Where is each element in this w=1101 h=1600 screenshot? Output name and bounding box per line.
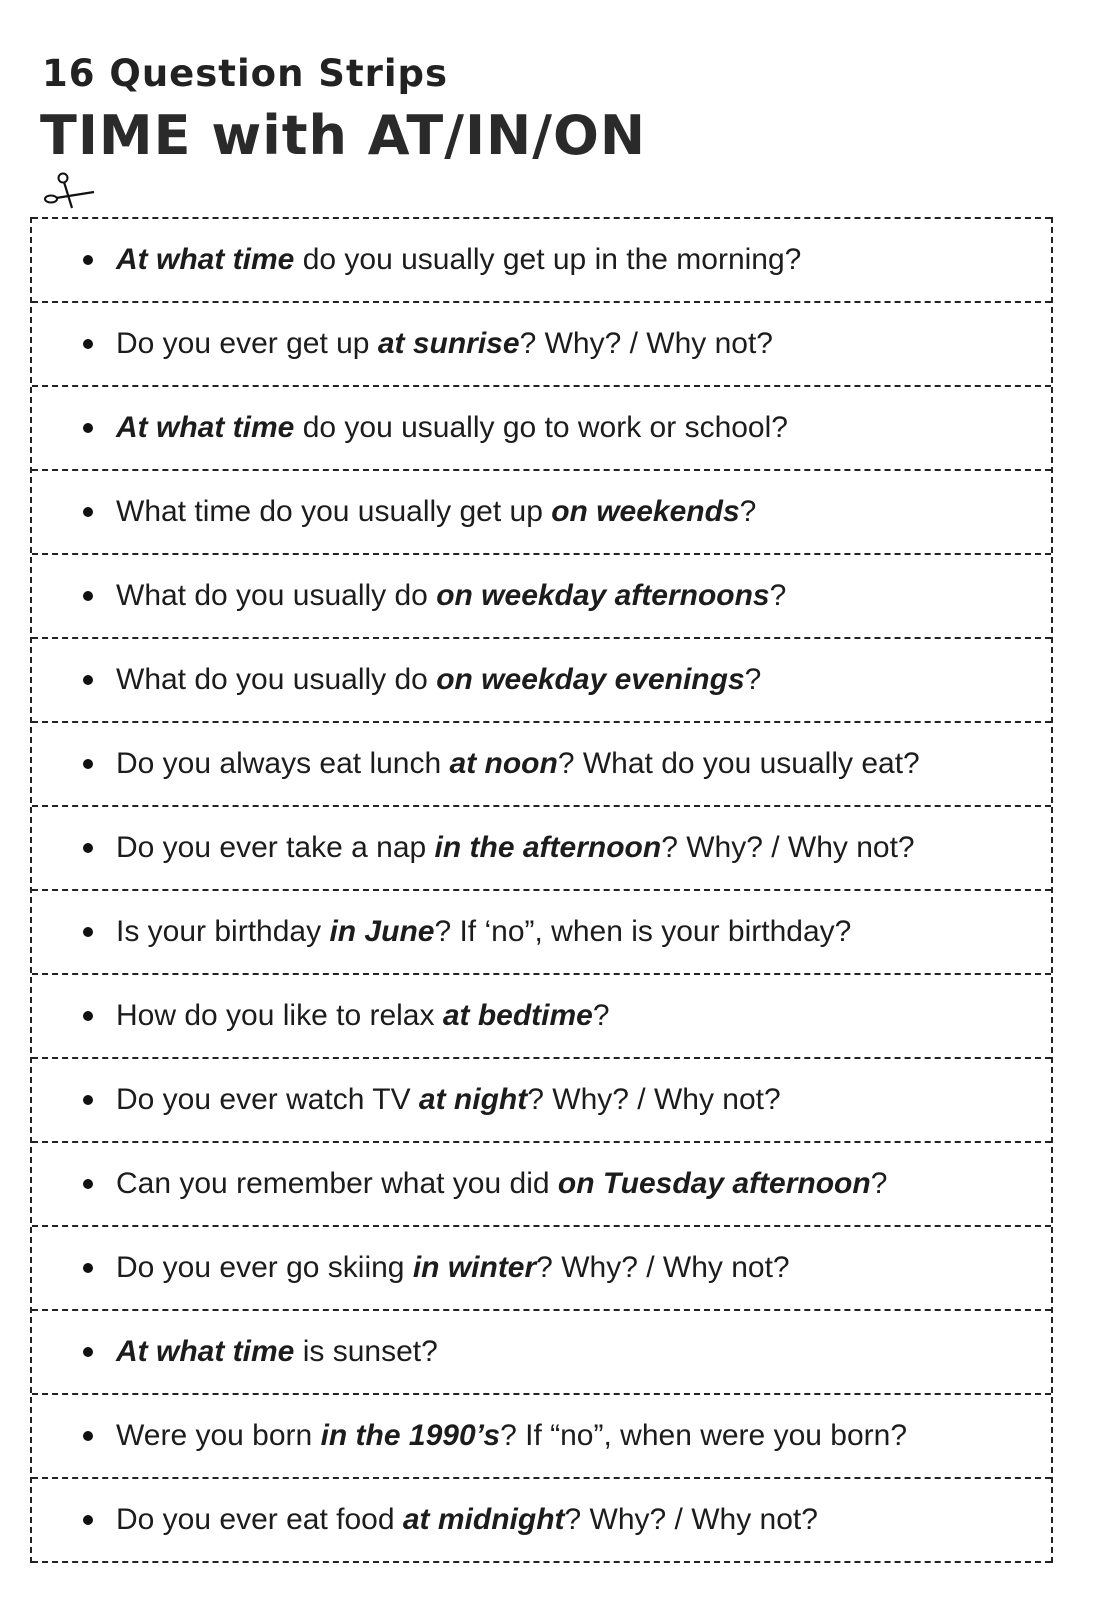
question-strip	[32, 805, 1051, 889]
question-fragment: ? Why? / Why not?	[536, 1251, 790, 1284]
bullet-icon	[83, 759, 93, 769]
question-fragment: ?	[744, 663, 762, 696]
question-fragment: How do you like to relax	[116, 999, 443, 1032]
question-text	[116, 579, 786, 613]
emphasized-phrase: on weekday afternoons	[436, 579, 770, 612]
emphasized-phrase: on weekday evenings	[436, 663, 745, 696]
question-text	[116, 1167, 887, 1201]
question-strip	[32, 1477, 1051, 1563]
question-text	[116, 831, 915, 865]
emphasized-phrase: at midnight	[402, 1503, 565, 1536]
bullet-icon	[83, 1347, 93, 1357]
question-fragment: Do you ever go skiing	[116, 1251, 413, 1284]
question-fragment: do you usually go to work or school?	[294, 411, 788, 444]
bullet-icon	[83, 423, 93, 433]
question-strip	[32, 973, 1051, 1057]
question-fragment: do you usually get up in the morning?	[294, 243, 802, 276]
bullet-icon	[83, 507, 93, 517]
question-text	[116, 411, 788, 445]
emphasized-phrase: at bedtime	[442, 999, 593, 1032]
question-fragment: ?	[592, 999, 610, 1032]
question-fragment: Do you always eat lunch	[116, 747, 450, 780]
bullet-icon	[83, 255, 93, 265]
question-text	[116, 1419, 907, 1453]
question-fragment: Do you ever get up	[116, 327, 378, 360]
emphasized-phrase: in the 1990’s	[320, 1419, 501, 1452]
question-text	[116, 243, 801, 277]
question-fragment: ? Why? / Why not?	[661, 831, 915, 864]
bullet-icon	[83, 1095, 93, 1105]
question-strip	[32, 637, 1051, 721]
question-fragment: ? Why? / Why not?	[564, 1503, 818, 1536]
question-text	[116, 1083, 781, 1117]
question-text	[116, 495, 756, 529]
question-fragment: Is your birthday	[116, 915, 330, 948]
question-text	[116, 327, 773, 361]
question-strip	[32, 469, 1051, 553]
emphasized-phrase: at sunrise	[377, 327, 520, 360]
emphasized-phrase: in winter	[412, 1251, 537, 1284]
question-text	[116, 747, 920, 781]
question-strips	[30, 217, 1053, 1563]
question-fragment: ? If “no”, when were you born?	[500, 1419, 907, 1452]
question-fragment: ? Why? / Why not?	[519, 327, 773, 360]
question-fragment: What do you usually do	[116, 663, 437, 696]
worksheet-title: TIME with AT/IN/ON	[40, 104, 647, 167]
question-strip	[32, 301, 1051, 385]
question-fragment: ? Why? / Why not?	[527, 1083, 781, 1116]
question-strip	[32, 385, 1051, 469]
question-text	[116, 1503, 818, 1537]
question-fragment: Can you remember what you did	[116, 1167, 558, 1200]
question-strip	[32, 889, 1051, 973]
question-fragment: ?	[870, 1167, 888, 1200]
question-strip	[32, 721, 1051, 805]
question-strip	[32, 1057, 1051, 1141]
question-fragment: Do you ever take a nap	[116, 831, 435, 864]
bullet-icon	[83, 339, 93, 349]
bullet-icon	[83, 1011, 93, 1021]
emphasized-phrase: at noon	[449, 747, 558, 780]
scissors-icon	[42, 172, 96, 212]
question-fragment: What time do you usually get up	[116, 495, 552, 528]
emphasized-phrase: At what time	[116, 1335, 295, 1368]
question-fragment: ? What do you usually eat?	[557, 747, 920, 780]
emphasized-phrase: At what time	[116, 411, 295, 444]
question-strip	[32, 553, 1051, 637]
question-fragment: ?	[769, 579, 787, 612]
emphasized-phrase: at night	[418, 1083, 528, 1116]
question-text	[116, 915, 851, 949]
worksheet-subtitle: 16 Question Strips	[42, 52, 449, 95]
bullet-icon	[83, 591, 93, 601]
question-fragment: What do you usually do	[116, 579, 437, 612]
question-strip	[32, 1309, 1051, 1393]
question-text	[116, 1335, 438, 1369]
question-strip	[32, 1141, 1051, 1225]
question-text	[116, 999, 610, 1033]
question-fragment: ?	[739, 495, 757, 528]
question-fragment: Do you ever eat food	[116, 1503, 403, 1536]
emphasized-phrase: At what time	[116, 243, 295, 276]
bullet-icon	[83, 927, 93, 937]
question-strip	[32, 217, 1051, 301]
question-fragment: ? If ‘no”, when is your birthday?	[434, 915, 852, 948]
emphasized-phrase: on Tuesday afternoon	[557, 1167, 871, 1200]
bullet-icon	[83, 1263, 93, 1273]
bullet-icon	[83, 1431, 93, 1441]
emphasized-phrase: on weekends	[551, 495, 740, 528]
question-strip	[32, 1225, 1051, 1309]
emphasized-phrase: in the afternoon	[434, 831, 662, 864]
question-fragment: Do you ever watch TV	[116, 1083, 419, 1116]
emphasized-phrase: in June	[329, 915, 435, 948]
question-text	[116, 1251, 790, 1285]
bullet-icon	[83, 1515, 93, 1525]
question-fragment: Were you born	[116, 1419, 321, 1452]
bullet-icon	[83, 675, 93, 685]
question-strip	[32, 1393, 1051, 1477]
bullet-icon	[83, 1179, 93, 1189]
bullet-icon	[83, 843, 93, 853]
question-fragment: is sunset?	[294, 1335, 438, 1368]
question-text	[116, 663, 761, 697]
